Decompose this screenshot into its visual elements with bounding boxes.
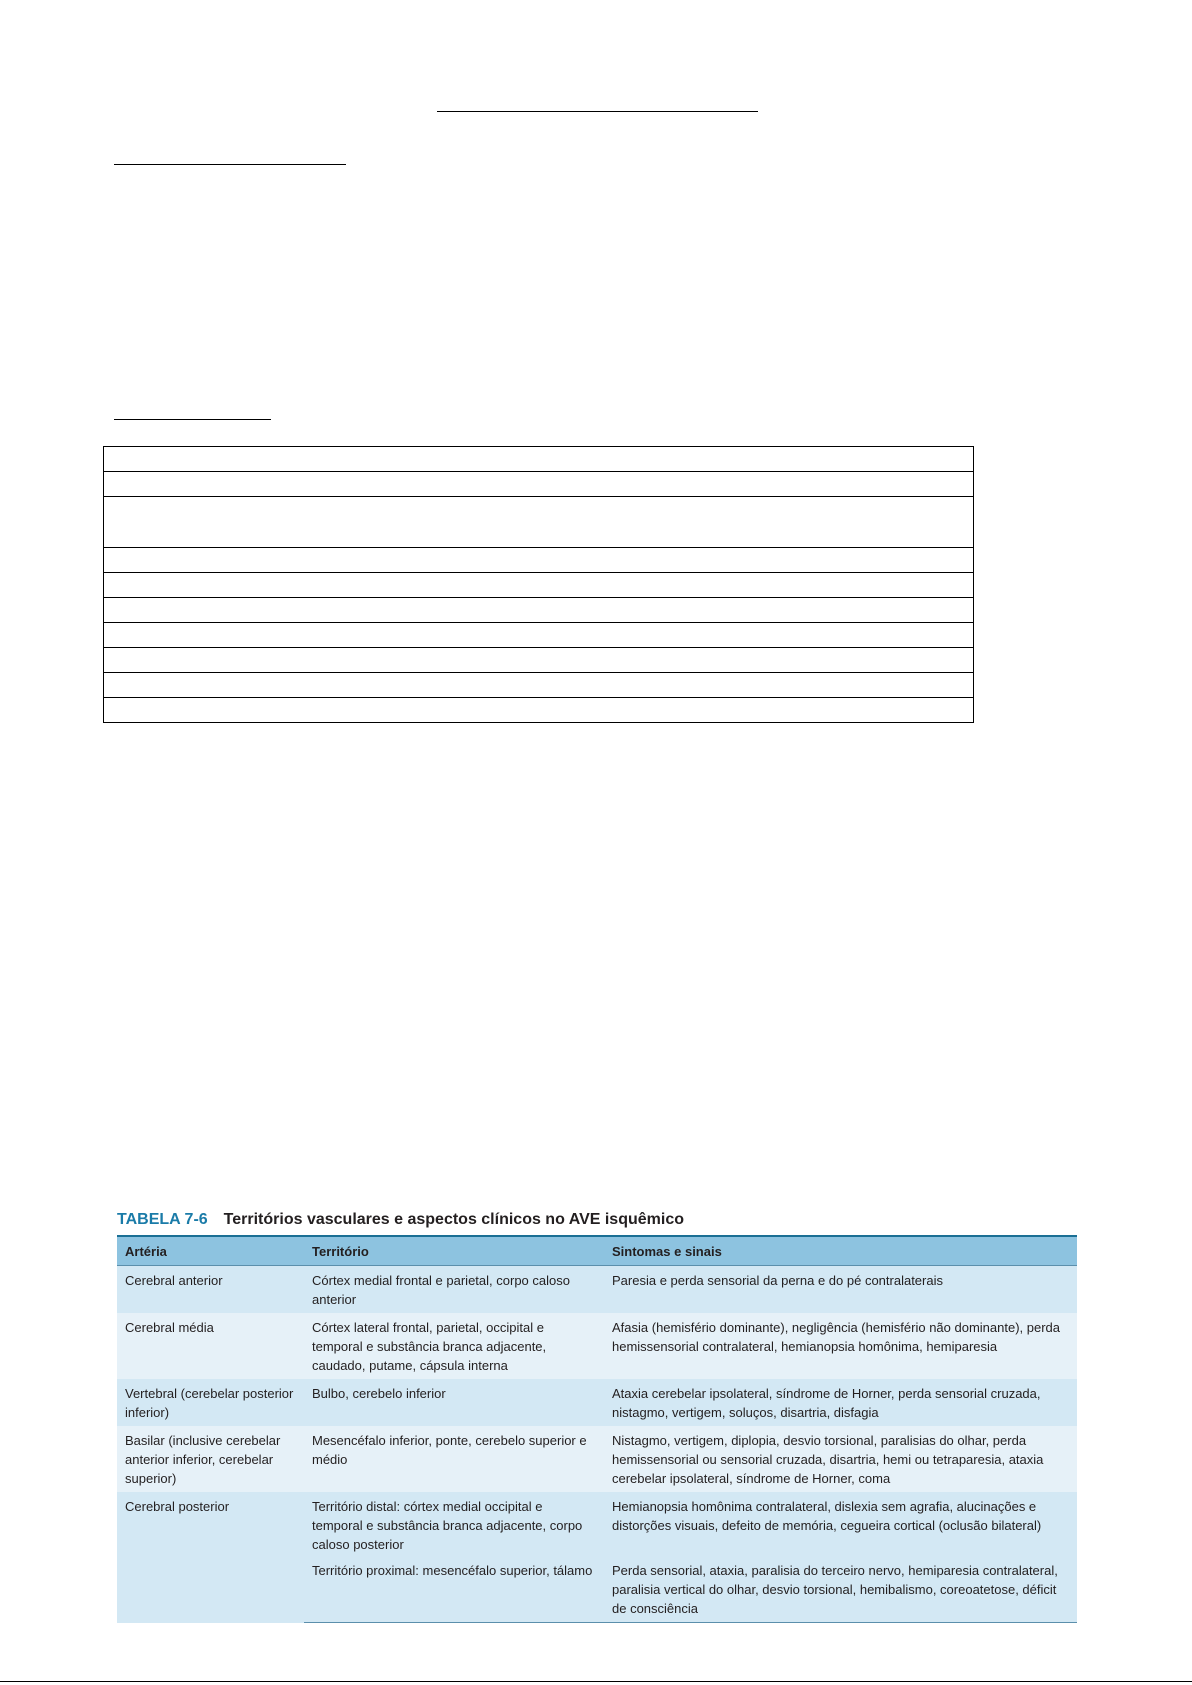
- table-row: [117, 1266, 1077, 1314]
- symptoms-cell: Nistagmo, vertigem, diplopia, desvio torsional, paralisias do olhar, perda hemissensorial ou sensorial cruzada, disartria, hemi ou tetraparesia, ataxia cerebelar ipsolateral, síndrome de Horner, coma: [604, 1426, 1077, 1492]
- blank-cell[interactable]: [104, 497, 974, 548]
- title-underline: [437, 111, 758, 112]
- symptoms-cell: Paresia e perda sensorial da perna e do pé contralaterais: [604, 1266, 1077, 1314]
- header-artery: Artéria: [117, 1236, 304, 1266]
- blank-cell[interactable]: [104, 447, 974, 472]
- territory-cell: Território proximal: mesencéfalo superior, tálamo: [304, 1558, 604, 1623]
- artery-cell: Cerebral anterior: [117, 1266, 304, 1314]
- symptoms-cell: Perda sensorial, ataxia, paralisia do terceiro nervo, hemiparesia contralateral, paralisia vertical do olhar, desvio torsional, hemibalismo, coreoatetose, déficit de consciência: [604, 1558, 1077, 1623]
- blank-cell[interactable]: [104, 673, 974, 698]
- territory-cell: Território distal: córtex medial occipital e temporal e substância branca adjacente, corpo caloso posterior: [304, 1492, 604, 1558]
- artery-cell: Cerebral média: [117, 1313, 304, 1379]
- blank-row: [104, 648, 974, 673]
- territory-cell: Bulbo, cerebelo inferior: [304, 1379, 604, 1426]
- blank-row: [104, 447, 974, 472]
- reference-table-figure: [117, 1209, 1077, 1623]
- territory-cell: Córtex lateral frontal, parietal, occipital e temporal e substância branca adjacente, caudado, putame, cápsula interna: [304, 1313, 604, 1379]
- blank-row: [104, 548, 974, 573]
- blank-row: [104, 472, 974, 497]
- blank-row: [104, 497, 974, 548]
- table-caption: [117, 1209, 1077, 1235]
- table-row: [117, 1426, 1077, 1492]
- table-row: [117, 1492, 1077, 1558]
- table-row: [117, 1379, 1077, 1426]
- territory-cell: Córtex medial frontal e parietal, corpo caloso anterior: [304, 1266, 604, 1314]
- blank-cell[interactable]: [104, 623, 974, 648]
- header-symptoms: Sintomas e sinais: [604, 1236, 1077, 1266]
- symptoms-cell: Hemianopsia homônima contralateral, dislexia sem agrafia, alucinações e distorções visuais, defeito de memória, cegueira cortical (oclusão bilateral): [604, 1492, 1077, 1558]
- blank-cell[interactable]: [104, 648, 974, 673]
- blank-cell[interactable]: [104, 598, 974, 623]
- table-row: [117, 1313, 1077, 1379]
- blank-cell[interactable]: [104, 698, 974, 723]
- blank-cell[interactable]: [104, 472, 974, 497]
- symptoms-cell: Afasia (hemisfério dominante), negligência (hemisfério não dominante), perda hemissensorial contralateral, hemianopsia homônima, hemiparesia: [604, 1313, 1077, 1379]
- vascular-territories-table: [117, 1235, 1077, 1623]
- territory-cell: Mesencéfalo inferior, ponte, cerebelo superior e médio: [304, 1426, 604, 1492]
- blank-form-table: [103, 446, 974, 723]
- blank-row: [104, 573, 974, 598]
- symptoms-cell: Ataxia cerebelar ipsolateral, síndrome de Horner, perda sensorial cruzada, nistagmo, vertigem, soluços, disartria, disfagia: [604, 1379, 1077, 1426]
- blank-row: [104, 598, 974, 623]
- blank-row: [104, 623, 974, 648]
- blank-row: [104, 698, 974, 723]
- header-territory: Território: [304, 1236, 604, 1266]
- blank-row: [104, 673, 974, 698]
- artery-cell: Basilar (inclusive cerebelar anterior inferior, cerebelar superior): [117, 1426, 304, 1492]
- table-title: Territórios vasculares e aspectos clínicos no AVE isquêmico: [223, 1211, 684, 1228]
- artery-cell: Vertebral (cerebelar posterior inferior): [117, 1379, 304, 1426]
- table-header-row: [117, 1236, 1077, 1266]
- blank-cell[interactable]: [104, 573, 974, 598]
- artery-cell: Cerebral posterior: [117, 1492, 304, 1623]
- section-2-underline: [114, 419, 271, 420]
- table-number: TABELA 7-6: [117, 1211, 208, 1228]
- blank-cell[interactable]: [104, 548, 974, 573]
- section-1-underline: [114, 164, 346, 165]
- page-bottom-rule: [0, 1681, 1192, 1682]
